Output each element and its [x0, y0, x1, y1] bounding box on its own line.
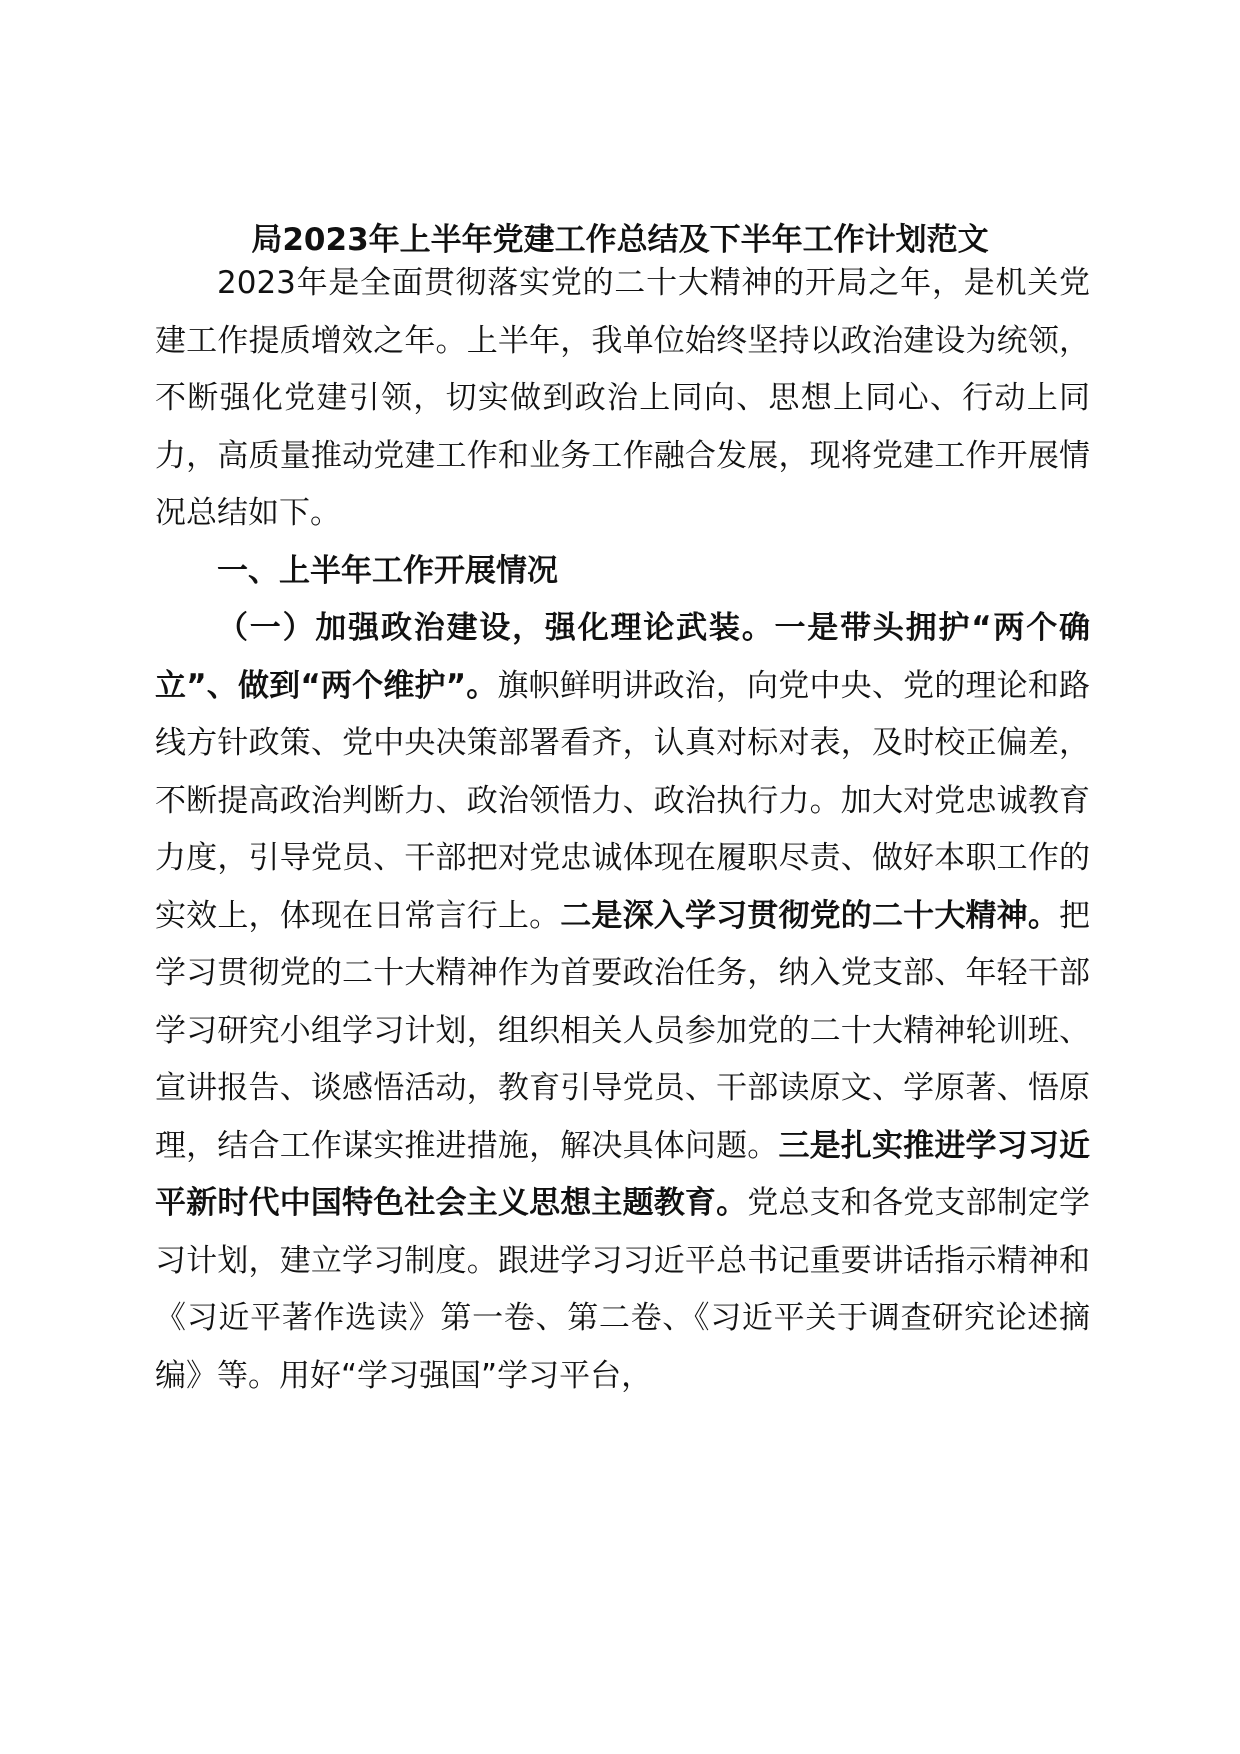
document-body — [155, 255, 1090, 1405]
point-3-heading: 三是扎实推进学习习近平新时代中国特色社会主义思想主题教育。 — [155, 1127, 1091, 1221]
subsection-text-3: 党总支和各党支部制定学习计划，建立学习制度。跟进学习习近平总书记重要讲话指示精神和《习近平著作选读》第一卷、第二卷、《习近平关于调查研究论述摘编》等。用好“学习强国”学习平台， — [155, 1185, 1091, 1394]
intro-paragraph: 2023年是全面贯彻落实党的二十大精神的开局之年，是机关党建工作提质增效之年。上半年，我单位始终坚持以政治建设为统领，不断强化党建引领，切实做到政治上同向、思想上同心、行动上同力，高质量推动党建工作和业务工作融合发展，现将党建工作开展情况总结如下。 — [155, 265, 1090, 531]
subsection-heading: （一）加强政治建设，强化理论武装。一是带头拥护“两个确立”、做到“两个维护”。 — [155, 610, 1090, 704]
point-2-heading: 二是深入学习贯彻党的二十大精神。 — [560, 897, 1060, 934]
subsection-paragraph — [155, 600, 1090, 1405]
subsection-text-1: 旗帜鲜明讲政治，向党中央、党的理论和路线方针政策、党中央决策部署看齐，认真对标对表，及时校正偏差，不断提高政治判断力、政治领悟力、政治执行力。加大对党忠诚教育力度，引导党员、干部把对党忠诚体现在履职尽责、做好本职工作的实效上，体现在日常言行上。 — [155, 667, 1091, 934]
subsection-text-2: 把学习贯彻党的二十大精神作为首要政治任务，纳入党支部、年轻干部学习研究小组学习计划，组织相关人员参加党的二十大精神轮训班、宣讲报告、谈感悟活动，教育引导党员、干部读原文、学原著、悟原理，结合工作谋实推进措施，解决具体问题。 — [155, 897, 1091, 1164]
section-heading: 一、上半年工作开展情况 — [217, 552, 558, 589]
document-title: 局2023年上半年党建工作总结及下半年工作计划范文 — [251, 222, 989, 258]
